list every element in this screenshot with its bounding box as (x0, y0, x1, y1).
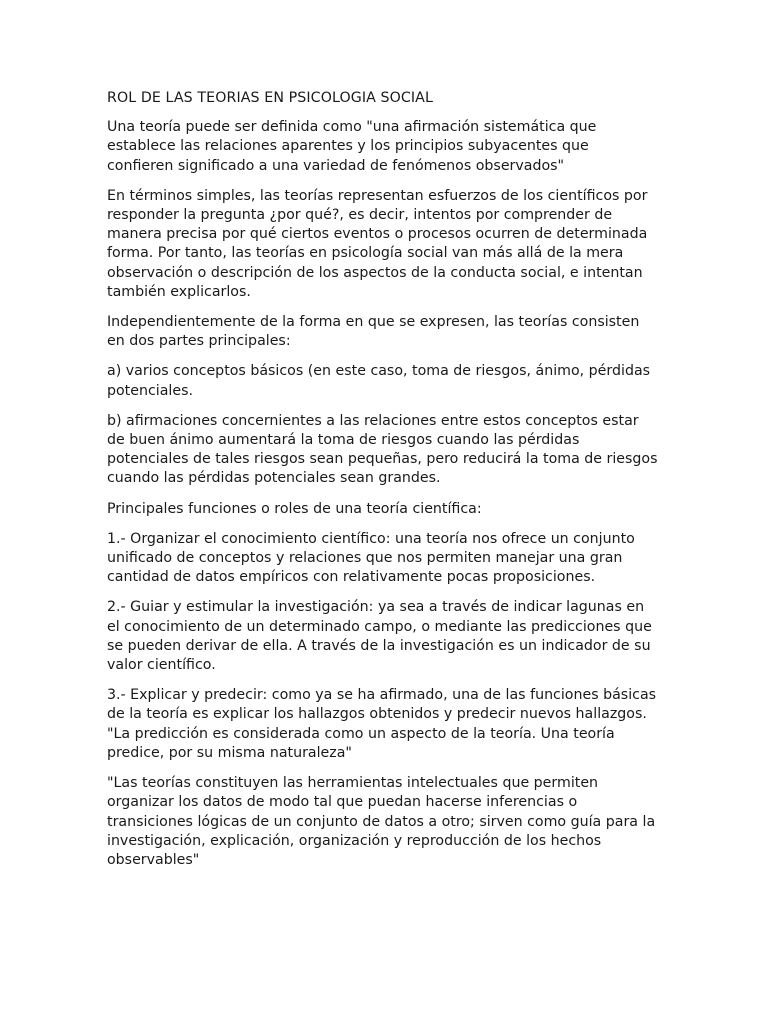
function-item-2: 2.- Guiar y estimular la investigación: ya sea a través de indicar lagunas en el conocimiento de un determinado campo, o mediante las predicciones que se pueden derivar de ella. A través de la investigación es un indicador de su valor científico. (107, 599, 652, 674)
paragraph-quote: "Las teorías constituyen las herramientas intelectuales que permiten organizar los datos de modo tal que puedan hacerse inferencias o transiciones lógicas de un conjunto de datos a otro; sirven como guía para la investigación, explicación, organización y reproducción de los hechos observables" (107, 775, 656, 868)
paragraph-simple-terms: En términos simples, las teorías representan esfuerzos de los científicos por responder la pregunta ¿por qué?, es decir, intentos por comprender de manera precisa por qué ciertos eventos o procesos ocurren de determinada forma. Por tanto, las teorías en psicología social van más allá de la mera observación o descripción de los aspectos de la conducta social, e intentan también explicarlos. (107, 187, 648, 300)
function-item-3: 3.- Explicar y predecir: como ya se ha afirmado, una de las funciones básicas de la teoría es explicar los hallazgos obtenidos y predecir nuevos hallazgos. "La predicción es considerada como un aspecto de la teoría. Una teoría predice, por su misma naturaleza" (107, 687, 657, 761)
function-item-1: 1.- Organizar el conocimiento científico: una teoría nos ofrece un conjunto unificado de conceptos y relaciones que nos permiten manejar una gran cantidad de datos empíricos con relativamente pocas proposiciones. (107, 530, 635, 586)
paragraph-functions-heading: Principales funciones o roles de una teoría científica: (107, 500, 482, 517)
document-page (107, 89, 659, 881)
list-item-b: b) afirmaciones concernientes a las relaciones entre estos conceptos estar de buen ánimo aumentará la toma de riesgos cuando las pérdidas potenciales de tales riesgos sean pequeñas, pero reducirá la toma de riesgos cuando las pérdidas potenciales sean grandes. (107, 412, 658, 487)
paragraph-two-parts: Independientemente de la forma en que se expresen, las teorías consisten en dos partes principales: (107, 314, 640, 350)
document-title: ROL DE LAS TEORIAS EN PSICOLOGIA SOCIAL (107, 90, 433, 106)
list-item-a: a) varios conceptos básicos (en este caso, toma de riesgos, ánimo, pérdidas potenciales. (107, 363, 651, 399)
paragraph-definition: Una teoría puede ser definida como "una afirmación sistemática que establece las relaciones aparentes y los principios subyacentes que confieren significado a una variedad de fenómenos observados" (107, 119, 597, 174)
